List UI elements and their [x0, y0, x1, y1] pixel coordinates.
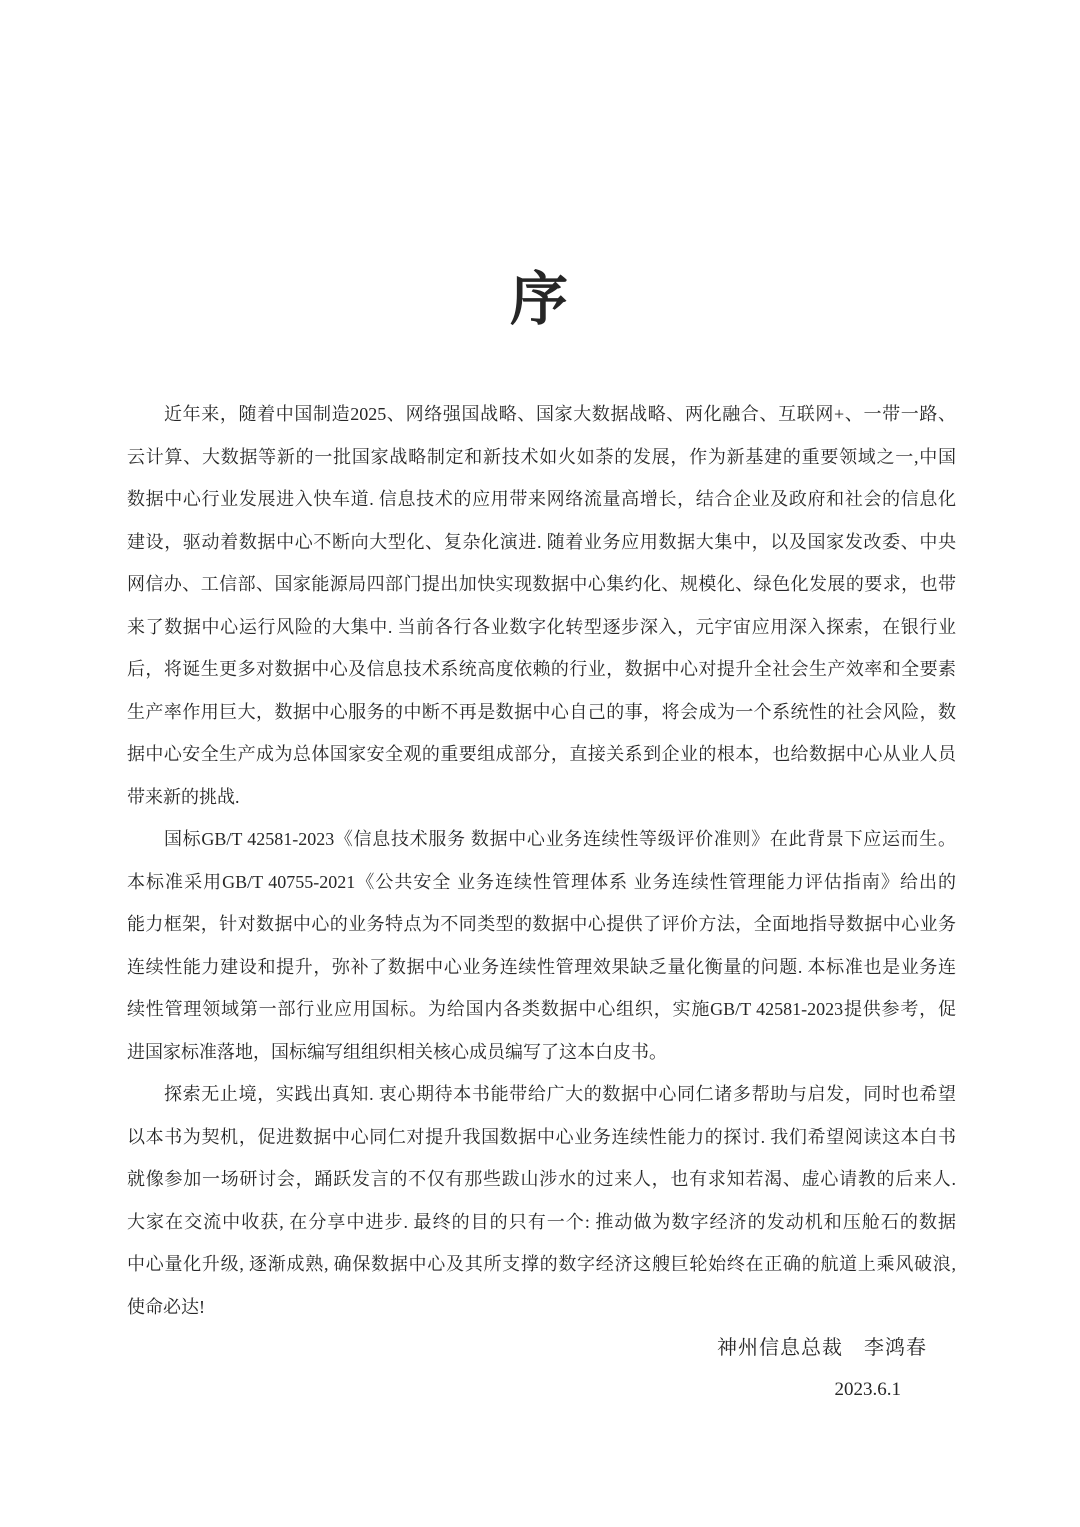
- paragraph-3: [127, 1073, 956, 1328]
- page-title: 序: [509, 267, 570, 332]
- text-line: 本标准采用GB/T 40755-2021《公共安全 业务连续性管理体系 业务连续性管理能力评估指南》给出的: [127, 871, 956, 892]
- document-body: [127, 393, 956, 1328]
- text-line: 能力框架，针对数据中心的业务特点为不同类型的数据中心提供了评价方法，全面地指导数据中心业务: [127, 914, 956, 934]
- text-line: 进国家标准落地，国标编写组组织相关核心成员编写了这本白皮书。: [127, 1041, 667, 1062]
- text-line: 云计算、大数据等新的一批国家战略制定和新技术如火如荼的发展，作为新基建的重要领域之一,中国: [127, 446, 956, 467]
- text-line: 来了数据中心运行风险的大集中. 当前各行各业数字化转型逐步深入，元宇宙应用深入探索，在银行业: [127, 616, 956, 637]
- text-line: 使命必达!: [127, 1296, 205, 1317]
- text-line: 国标GB/T 42581-2023《信息技术服务 数据中心业务连续性等级评价准则》在此背景下应运而生。: [164, 829, 956, 849]
- date-line: 2023.6.1: [834, 1379, 901, 1400]
- text-line: 以本书为契机，促进数据中心同仁对提升我国数据中心业务连续性能力的探讨. 我们希望阅读这本白书: [127, 1126, 956, 1147]
- text-line: 带来新的挑战.: [127, 786, 240, 807]
- text-line: 近年来，随着中国制造2025、网络强国战略、国家大数据战略、两化融合、互联网+、一带一路、: [164, 404, 956, 424]
- paragraph-2: [127, 818, 956, 1073]
- text-line: 连续性能力建设和提升，弥补了数据中心业务连续性管理效果缺乏量化衡量的问题. 本标准也是业务连: [127, 956, 956, 977]
- text-line: 探索无止境，实践出真知. 衷心期待本书能带给广大的数据中心同仁诸多帮助与启发，同时也希望: [164, 1084, 956, 1104]
- text-line: 网信办、工信部、国家能源局四部门提出加快实现数据中心集约化、规模化、绿色化发展的要求，也带: [127, 574, 956, 594]
- text-line: 数据中心行业发展进入快车道. 信息技术的应用带来网络流量高增长，结合企业及政府和社会的信息化: [127, 489, 956, 509]
- text-line: 后，将诞生更多对数据中心及信息技术系统高度依赖的行业，数据中心对提升全社会生产效率和全要素: [127, 659, 956, 679]
- text-line: 据中心安全生产成为总体国家安全观的重要组成部分，直接关系到企业的根本，也给数据中心从业人员: [127, 744, 956, 764]
- text-line: 生产率作用巨大，数据中心服务的中断不再是数据中心自己的事，将会成为一个系统性的社会风险，数: [127, 701, 956, 722]
- text-line: 就像参加一场研讨会，踊跃发言的不仅有那些跋山涉水的过来人，也有求知若渴、虚心请教的后来人.: [127, 1169, 956, 1189]
- text-line: 建设，驱动着数据中心不断向大型化、复杂化演进. 随着业务应用数据大集中，以及国家发改委、中央: [127, 531, 956, 552]
- paragraph-1: [127, 393, 956, 818]
- text-line: 大家在交流中收获, 在分享中进步. 最终的目的只有一个: 推动做为数字经济的发动机和压舱石的数据: [127, 1211, 956, 1232]
- text-line: 续性管理领域第一部行业应用国标。为给国内各类数据中心组织，实施GB/T 42581-2023提供参考，促: [127, 999, 956, 1019]
- signature-line: 神州信息总裁 李鸿春: [717, 1337, 927, 1359]
- text-line: 中心量化升级, 逐渐成熟, 确保数据中心及其所支撑的数字经济这艘巨轮始终在正确的航道上乘风破浪,: [127, 1254, 956, 1274]
